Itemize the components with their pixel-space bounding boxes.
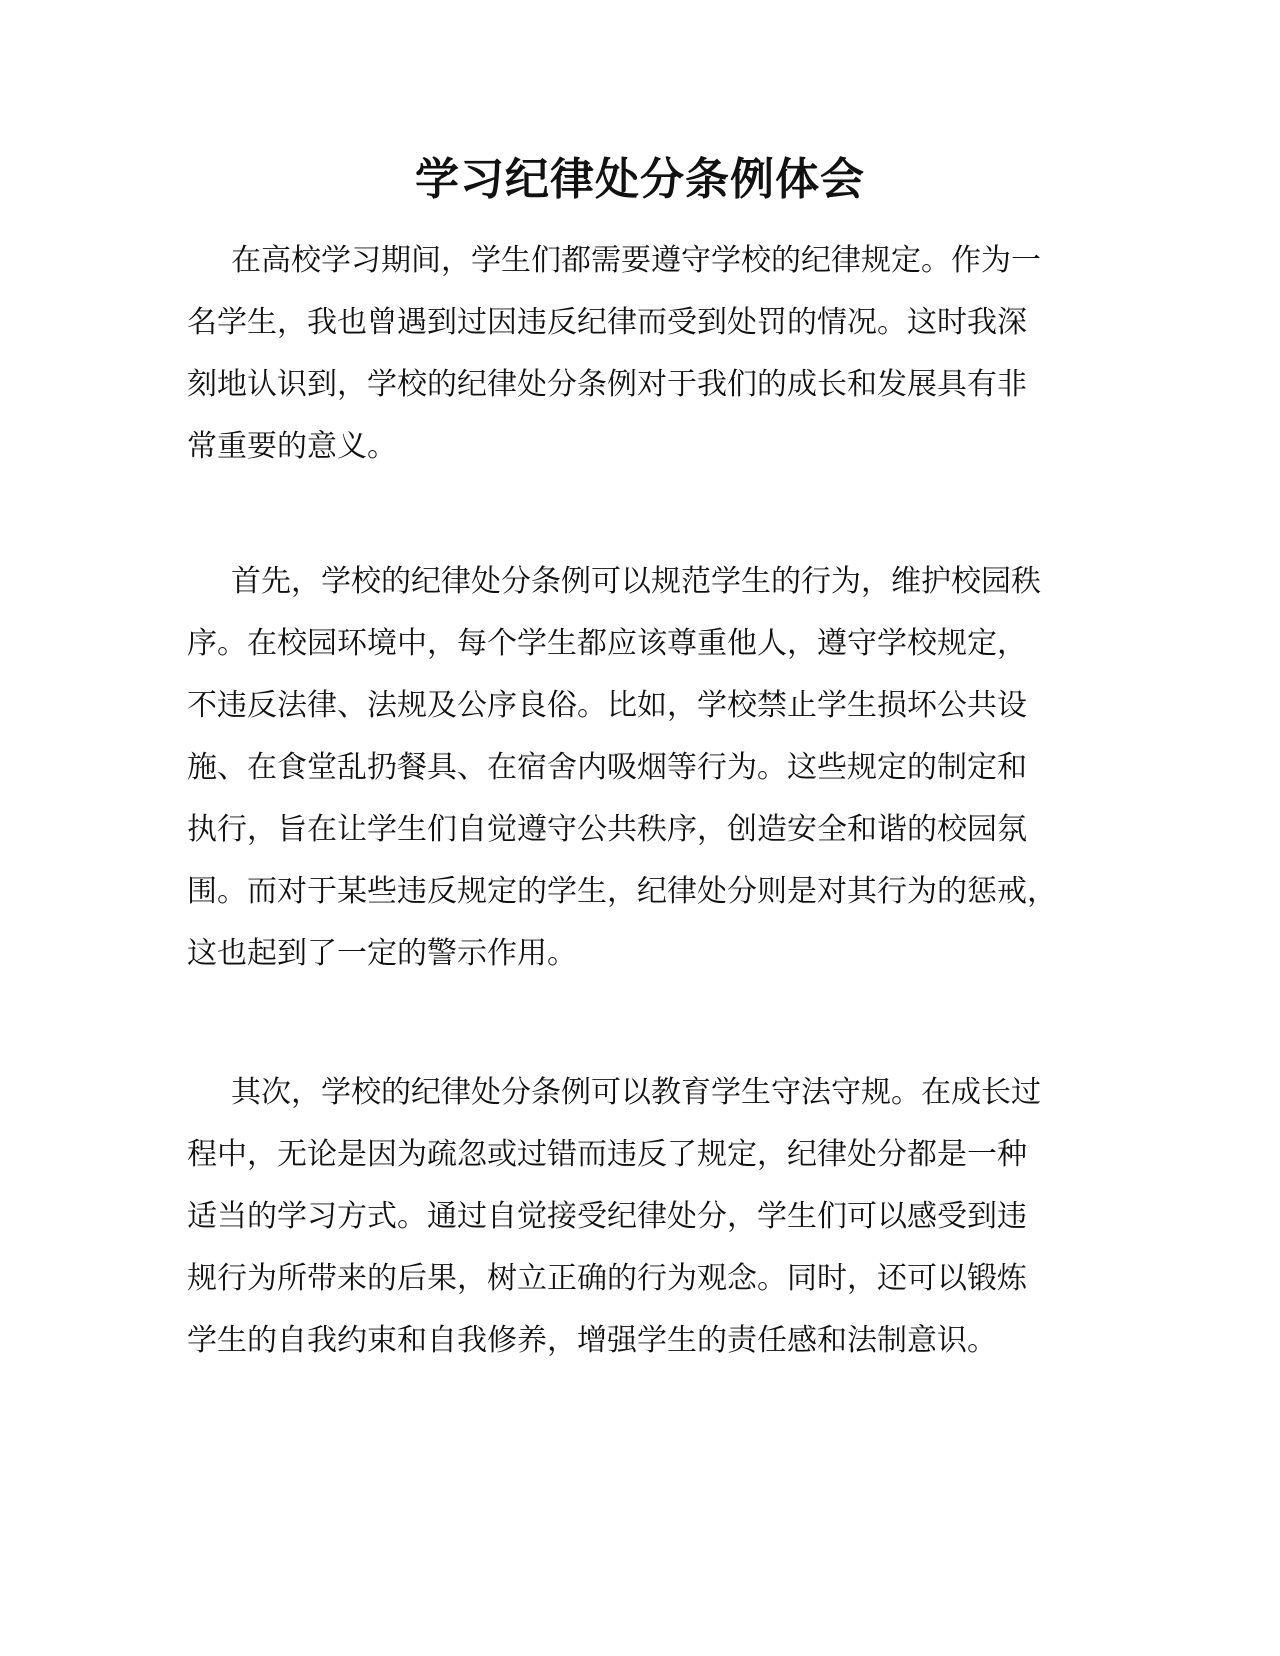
paragraph-line: 施、在食堂乱扔餐具、在宿舍内吸烟等行为。这些规定的制定和 bbox=[187, 750, 1027, 785]
paragraph-first-point bbox=[187, 551, 1127, 985]
paragraph-line: 规行为所带来的后果，树立正确的行为观念。同时，还可以锻炼 bbox=[187, 1261, 1027, 1296]
paragraph-line: 适当的学习方式。通过自觉接受纪律处分，学生们可以感受到违 bbox=[187, 1199, 1027, 1234]
paragraph-second-point bbox=[187, 1062, 1127, 1372]
paragraph-line: 在高校学习期间，学生们都需要遵守学校的纪律规定。作为一 bbox=[231, 243, 1041, 278]
paragraph-line: 名学生，我也曾遇到过因违反纪律而受到处罚的情况。这时我深 bbox=[187, 305, 1027, 340]
paragraph-line: 这也起到了一定的警示作用。 bbox=[187, 936, 577, 971]
paragraph-line: 不违反法律、法规及公序良俗。比如，学校禁止学生损坏公共设 bbox=[187, 688, 1027, 723]
paragraph-line: 其次，学校的纪律处分条例可以教育学生守法守规。在成长过 bbox=[231, 1075, 1041, 1110]
paragraph-line: 程中，无论是因为疏忽或过错而违反了规定，纪律处分都是一种 bbox=[187, 1137, 1027, 1172]
paragraph-line: 序。在校园环境中，每个学生都应该尊重他人，遵守学校规定， bbox=[187, 626, 1027, 661]
paragraph-line: 学生的自我约束和自我修养，增强学生的责任感和法制意识。 bbox=[187, 1323, 997, 1358]
paragraph-line: 刻地认识到，学校的纪律处分条例对于我们的成长和发展具有非 bbox=[187, 367, 1027, 402]
paragraph-line: 围。而对于某些违反规定的学生，纪律处分则是对其行为的惩戒， bbox=[187, 874, 1057, 909]
document-title: 学习纪律处分条例体会 bbox=[415, 154, 865, 205]
paragraph-line: 执行，旨在让学生们自觉遵守公共秩序，创造安全和谐的校园氛 bbox=[187, 812, 1027, 847]
paragraph-intro bbox=[187, 230, 1127, 478]
paragraph-line: 首先，学校的纪律处分条例可以规范学生的行为，维护校园秩 bbox=[231, 564, 1041, 599]
paragraph-line: 常重要的意义。 bbox=[187, 429, 397, 464]
